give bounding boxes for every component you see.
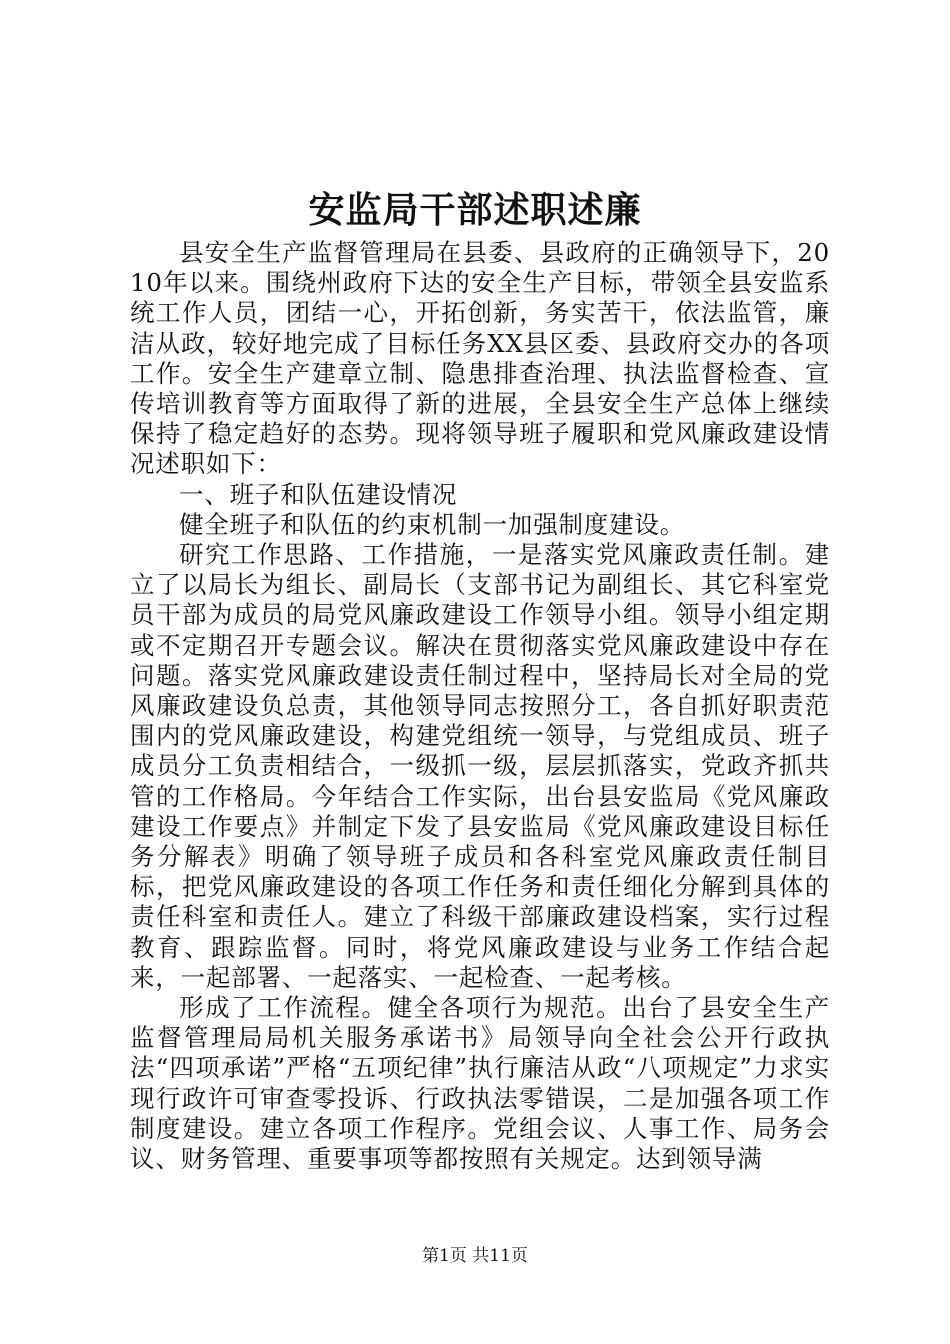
document-title: 安监局干部述职述廉 xyxy=(308,189,642,231)
section-heading: 一、班子和队伍建设情况 xyxy=(179,479,458,509)
paragraph-responsibility: 研究工作思路、工作措施，一是落实党风廉政责任制。建立了以局长为组长、副局长（支部书记为副组长、其它科室党员干部为成员的局党风廉政建设工作领导小组。领导小组定期或不定期召开专题会议。解决在贯彻落实党风廉政建设中存在问题。落实党风廉政建设责任制过程中，坚持局长对全局的党风廉政建设负总责，其他领导同志按照分工，各自抓好职责范围内的党风廉政建设，构建党组统一领导，与党组成员、班子成员分工负责相结合，一级抓一级，层层抓落实，党政齐抓共管的工作格局。今年结合工作实际，出台县安监局《党风廉政建设工作要点》并制定下发了县安监局《党风廉政建设目标任务分解表》明确了领导班子成员和各科室党风廉政责任制目标，把党风廉政建设的各项工作任务和责任细化分解到具体的责任科室和责任人。建立了科级干部廉政建设档案，实行过程教育、跟踪监督。同时，将党风廉政建设与业务工作结合起来，一起部署、一起落实、一起检查、一起考核。 xyxy=(130,540,830,992)
paragraph-subheading: 健全班子和队伍的约束机制一加强制度建设。 xyxy=(179,509,685,539)
document-body xyxy=(130,238,830,1174)
page-number-footer: 第1页 共11页 xyxy=(422,1246,528,1266)
paragraph-intro: 县安全生产监督管理局在县委、县政府的正确领导下，2010年以来。围绕州政府下达的安全生产目标，带领全县安监系统工作人员，团结一心，开拓创新，务实苦干，依法监管，廉洁从政，较好地完成了目标任务XX县区委、县政府交办的各项工作。安全生产建章立制、隐患排查治理、执法监督检查、宣传培训教育等方面取得了新的进展，全县安全生产总体上继续保持了稳定趋好的态势。现将领导班子履职和党风廉政建设情况述职如下： xyxy=(130,238,830,479)
paragraph-workflow: 形成了工作流程。健全各项行为规范。出台了县安全生产监督管理局局机关服务承诺书》局领导向全社会公开行政执法“四项承诺”严格“五项纪律”执行廉洁从政“八项规定”力求实现行政许可审查零投诉、行政执法零错误，二是加强各项工作制度建设。建立各项工作程序。党组会议、人事工作、局务会议、财务管理、重要事项等都按照有关规定。达到领导满 xyxy=(130,993,830,1174)
